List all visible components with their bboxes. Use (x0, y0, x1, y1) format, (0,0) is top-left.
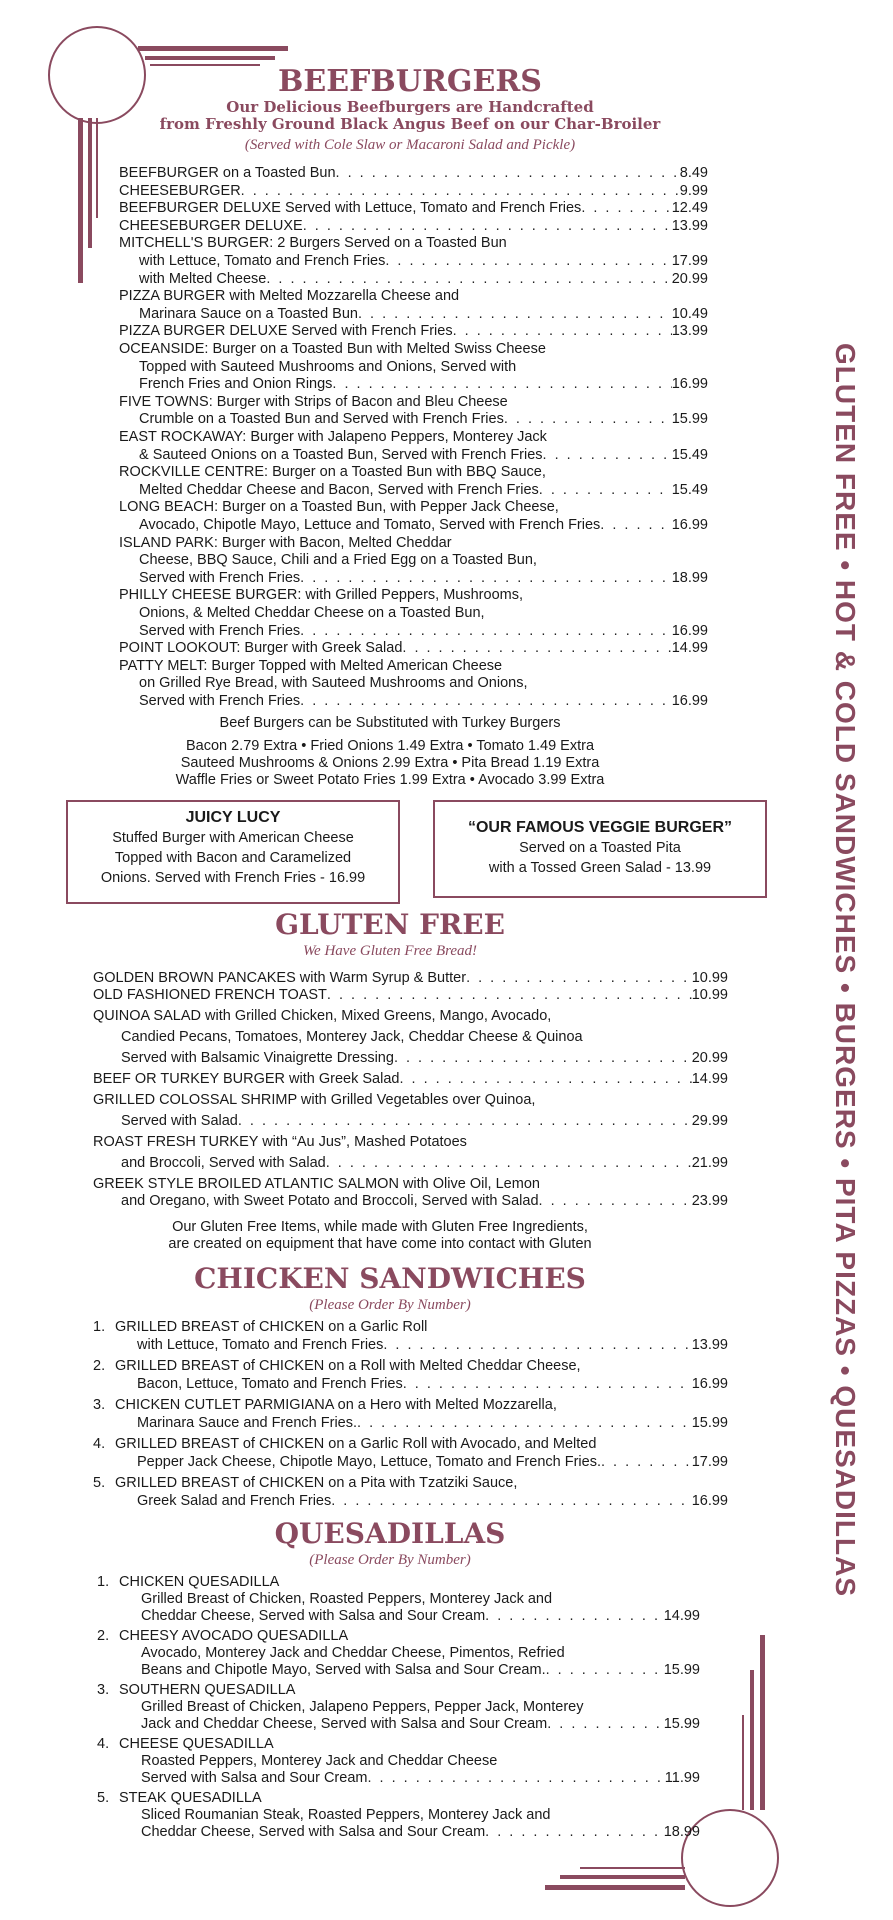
menu-item-row (97, 1574, 700, 1591)
item-description: FIVE TOWNS: Burger with Strips of Bacon and Bleu Cheese (119, 393, 508, 410)
menu-item-row (141, 1770, 700, 1787)
item-description: CHEESEBURGER (119, 182, 241, 199)
item-description: OCEANSIDE: Burger on a Toasted Bun with Melted Swiss Cheese (119, 341, 546, 357)
item-description: GRILLED BREAST of CHICKEN on a Garlic Roll (115, 1319, 428, 1335)
gluten-warning-line-2: are created on equipment that have come into contact with Gluten (168, 1236, 592, 1252)
turkey-substitute-note: Beef Burgers can be Substituted with Turkey Burgers (219, 715, 561, 731)
item-number: 5. (97, 1790, 110, 1806)
item-price: 21.99 (691, 1155, 728, 1171)
item-description: SOUTHERN QUESADILLA (119, 1682, 296, 1698)
menu-item-row (139, 552, 708, 569)
item-description: on Grilled Rye Bread, with Sauteed Mushrooms and Onions, (139, 675, 528, 692)
item-description: Sliced Roumanian Steak, Roasted Peppers, Monterey Jack and (141, 1807, 551, 1823)
dot-leader (367, 1770, 664, 1787)
item-description: CHICKEN QUESADILLA (119, 1574, 280, 1590)
item-description: EAST ROCKAWAY: Burger with Jalapeno Peppers, Monterey Jack (119, 429, 547, 445)
item-description: Bacon, Lettuce, Tomato and French Fries (137, 1376, 403, 1392)
item-description: Topped with Sauteed Mushrooms and Onions, Served with (139, 358, 517, 375)
menu-item-row (93, 987, 728, 1004)
item-description: LONG BEACH: Burger on a Toasted Bun, with Pepper Jack Cheese, (119, 499, 559, 516)
menu-item-row (119, 535, 708, 552)
dot-leader (399, 1071, 691, 1088)
item-price: 20.99 (691, 1050, 728, 1066)
menu-item-row (119, 464, 708, 481)
menu-item-row (141, 1753, 700, 1770)
item-description: Marinara Sauce on a Toasted Bun (139, 305, 358, 322)
quesadillas-subtitle: (Please Order By Number) (309, 1552, 471, 1568)
dot-leader (300, 570, 672, 587)
dot-leader (539, 1193, 692, 1210)
dot-leader (402, 640, 671, 657)
dot-leader (403, 1376, 692, 1393)
dot-leader (581, 200, 671, 217)
item-number: 4. (97, 1736, 110, 1752)
menu-item-row (97, 1790, 700, 1807)
item-description: ISLAND PARK: Burger with Bacon, Melted Cheddar (119, 534, 452, 551)
item-description: Onions, & Melted Cheddar Cheese on a Toasted Bun, (139, 605, 485, 621)
item-description: Jack and Cheddar Cheese, Served with Salsa and Sour Cream (141, 1716, 548, 1732)
dot-leader (358, 306, 672, 323)
gluten-free-title: GLUTEN FREE (275, 908, 505, 941)
chicken-sandwiches-subtitle: (Please Order By Number) (309, 1297, 471, 1313)
menu-item-row (93, 1358, 728, 1375)
item-description: PHILLY CHEESE BURGER: with Grilled Peppers, Mushrooms, (119, 587, 523, 604)
item-description: Served with Salad (121, 1113, 238, 1129)
item-description: Avocado, Monterey Jack and Cheddar Cheese, Pimentos, Refried (141, 1645, 565, 1661)
menu-item-row (119, 165, 708, 182)
menu-item-row (119, 658, 708, 675)
item-price: 16.99 (671, 693, 708, 709)
item-price: 13.99 (671, 217, 708, 234)
dot-leader (466, 970, 692, 987)
item-description: GRILLED BREAST of CHICKEN on a Roll with Melted Cheddar Cheese, (115, 1358, 581, 1374)
item-description: GRILLED COLOSSAL SHRIMP with Grilled Vegetables over Quinoa, (93, 1092, 536, 1108)
item-price: 16.99 (691, 1376, 728, 1392)
item-description: STEAK QUESADILLA (119, 1790, 262, 1806)
item-description: MITCHELL'S BURGER: 2 Burgers Served on a Toasted Bun (119, 235, 507, 252)
item-description: Crumble on a Toasted Bun and Served with French Fries (139, 411, 504, 428)
item-price: 10.99 (691, 970, 728, 986)
menu-item-row (139, 693, 708, 710)
juicy-lucy-line: Topped with Bacon and Caramelized (114, 850, 352, 866)
extras-line-1: Bacon 2.79 Extra • Fried Onions 1.49 Extra • Tomato 1.49 Extra (185, 738, 595, 754)
item-description: Served with French Fries (139, 693, 301, 709)
item-price: 16.99 (671, 517, 708, 533)
menu-item-row (119, 429, 708, 446)
item-number: 2. (93, 1358, 106, 1374)
beefburgers-subtitle-2: from Freshly Ground Black Angus Beef on our Char-Broiler (159, 115, 661, 133)
item-price: 13.99 (691, 1337, 728, 1353)
item-price: 14.99 (671, 640, 708, 657)
item-price: 17.99 (691, 1454, 728, 1470)
extras-line-2: Sauteed Mushrooms & Onions 2.99 Extra • Pita Bread 1.19 Extra (180, 755, 600, 771)
chicken-sandwiches-title: CHICKEN SANDWICHES (194, 1262, 586, 1295)
item-price: 18.99 (663, 1824, 700, 1840)
menu-item-row (141, 1591, 700, 1608)
menu-item-row (137, 1376, 728, 1393)
menu-item-row (141, 1662, 700, 1679)
beefburgers-title: BEEFBURGERS (278, 64, 542, 99)
dot-leader (326, 1155, 692, 1172)
menu-item-row (121, 1050, 728, 1067)
item-description: Served with French Fries (139, 569, 301, 586)
item-description: Marinara Sauce and French Fries. (137, 1415, 358, 1431)
item-description: and Broccoli, Served with Salad (121, 1155, 326, 1171)
item-price: 23.99 (691, 1193, 728, 1209)
menu-item-row (141, 1699, 700, 1716)
item-description: Candied Pecans, Tomatoes, Monterey Jack, Cheddar Cheese & Quinoa (121, 1029, 583, 1045)
item-description: Roasted Peppers, Monterey Jack and Cheddar Cheese (141, 1753, 498, 1769)
item-price: 15.99 (663, 1662, 700, 1678)
dot-leader (539, 482, 672, 499)
item-description: POINT LOOKOUT: Burger with Greek Salad (119, 640, 403, 657)
dot-leader (485, 1824, 664, 1841)
item-description: BEEFBURGER on a Toasted Bun (119, 165, 336, 181)
item-description: Greek Salad and French Fries (137, 1493, 332, 1509)
menu-item-row (141, 1608, 700, 1625)
menu-item-row (97, 1628, 700, 1645)
item-price: 13.99 (671, 323, 708, 340)
menu-item-row (141, 1824, 700, 1841)
item-number: 2. (97, 1628, 110, 1644)
menu-item-row (93, 1134, 728, 1151)
menu-item-row (137, 1415, 728, 1432)
menu-item-row (139, 570, 708, 587)
item-description: PATTY MELT: Burger Topped with Melted American Cheese (119, 657, 503, 674)
menu-item-row (139, 623, 708, 640)
item-description: PIZZA BURGER with Melted Mozzarella Cheese and (119, 288, 460, 305)
menu-item-row (119, 394, 708, 411)
item-price: 16.99 (691, 1493, 728, 1509)
item-description: Grilled Breast of Chicken, Roasted Peppers, Monterey Jack and (141, 1591, 553, 1607)
item-price: 15.49 (671, 446, 708, 463)
menu-item-row (93, 970, 728, 987)
dot-leader (266, 271, 671, 288)
veggie-burger-line: Served on a Toasted Pita (519, 840, 681, 856)
item-description: French Fries and Onion Rings (139, 376, 333, 393)
item-description: Pepper Jack Cheese, Chipotle Mayo, Lettuce, Tomato and French Fries. (137, 1454, 601, 1470)
menu-item-row (137, 1454, 728, 1471)
menu-item-row (93, 1176, 728, 1193)
item-description: BEEFBURGER DELUXE Served with Lettuce, Tomato and French Fries (119, 200, 582, 217)
item-price: 15.99 (663, 1716, 700, 1732)
quesadillas-title: QUESADILLAS (274, 1517, 506, 1550)
menu-item-row (137, 1493, 728, 1510)
item-number: 5. (93, 1475, 106, 1491)
menu-item-row (119, 323, 708, 340)
veggie-burger-box (433, 800, 767, 898)
menu-item-row (119, 587, 708, 604)
item-description: Beans and Chipotle Mayo, Served with Salsa and Sour Cream. (141, 1662, 546, 1678)
item-description: CHEESEBURGER DELUXE (119, 217, 303, 234)
item-description: Cheese, BBQ Sauce, Chili and a Fried Egg on a Toasted Bun, (139, 552, 537, 569)
dot-leader (357, 1415, 692, 1432)
menu-item-row (139, 447, 708, 464)
menu-item-row (139, 376, 708, 393)
item-description: with Melted Cheese (139, 270, 267, 287)
dot-leader (601, 1454, 692, 1471)
juicy-lucy-title: JUICY LUCY (185, 809, 281, 826)
item-number: 3. (97, 1682, 110, 1698)
item-description: Melted Cheddar Cheese and Bacon, Served with French Fries (139, 481, 539, 498)
gluten-warning-line-1: Our Gluten Free Items, while made with Gluten Free Ingredients, (172, 1219, 588, 1235)
dot-leader (300, 623, 672, 640)
juicy-lucy-line: Onions. Served with French Fries - 16.99 (100, 870, 366, 886)
dot-leader (453, 323, 672, 340)
item-description: QUINOA SALAD with Grilled Chicken, Mixed Greens, Mango, Avocado, (93, 1008, 552, 1024)
item-description: OLD FASHIONED FRENCH TOAST (93, 987, 327, 1003)
item-price: 8.49 (679, 165, 708, 181)
item-price: 10.49 (671, 305, 708, 322)
item-price: 20.99 (671, 270, 708, 287)
dot-leader (238, 1113, 692, 1130)
item-description: ROCKVILLE CENTRE: Burger on a Toasted Bun with BBQ Sauce, (119, 464, 546, 481)
item-price: 11.99 (664, 1770, 700, 1786)
item-description: PIZZA BURGER DELUXE Served with French Fries (119, 323, 453, 340)
item-description: Avocado, Chipotle Mayo, Lettuce and Tomato, Served with French Fries (139, 517, 601, 533)
menu-item-row (119, 235, 708, 252)
item-number: 1. (97, 1574, 110, 1590)
menu-item-row (119, 341, 708, 358)
menu-item-row (137, 1337, 728, 1354)
dot-leader (600, 517, 671, 534)
menu-item-row (139, 253, 708, 270)
dot-leader (303, 218, 672, 235)
item-price: 16.99 (671, 622, 708, 639)
menu-item-row (93, 1092, 728, 1109)
menu-item-row (141, 1645, 700, 1662)
menu-item-row (139, 271, 708, 288)
item-description: GREEK STYLE BROILED ATLANTIC SALMON with Olive Oil, Lemon (93, 1176, 540, 1192)
menu-item-row (139, 482, 708, 499)
item-price: 16.99 (671, 376, 708, 393)
item-description: Cheddar Cheese, Served with Salsa and Sour Cream (141, 1608, 486, 1624)
veggie-burger-title: “OUR FAMOUS VEGGIE BURGER” (467, 819, 733, 836)
menu-item-row (119, 288, 708, 305)
veggie-burger-line: with a Tossed Green Salad - 13.99 (488, 860, 712, 876)
item-description: with Lettuce, Tomato and French Fries (139, 253, 386, 269)
beefburgers-subtitle-1: Our Delicious Beefburgers are Handcrafted (226, 98, 594, 116)
item-description: CHEESE QUESADILLA (119, 1736, 274, 1752)
vertical-category-banner (825, 315, 865, 1625)
gluten-free-subtitle: We Have Gluten Free Bread! (302, 943, 478, 959)
menu-item-row (139, 306, 708, 323)
dot-leader (300, 693, 672, 710)
item-description: ROAST FRESH TURKEY with “Au Jus”, Mashed Potatoes (93, 1134, 467, 1150)
dot-leader (332, 376, 671, 393)
item-price: 10.99 (691, 987, 728, 1003)
menu-item-row (93, 1436, 728, 1453)
menu-item-row (93, 1071, 728, 1088)
item-price: 15.99 (691, 1415, 728, 1431)
item-description: GOLDEN BROWN PANCAKES with Warm Syrup & Butter (93, 970, 467, 986)
item-number: 1. (93, 1319, 106, 1335)
item-price: 17.99 (671, 253, 708, 269)
item-price: 9.99 (679, 182, 708, 199)
item-price: 29.99 (691, 1113, 728, 1129)
item-price: 14.99 (691, 1071, 728, 1087)
dot-leader (485, 1608, 664, 1625)
item-description: BEEF OR TURKEY BURGER with Greek Salad (93, 1071, 400, 1087)
item-price: 12.49 (671, 200, 708, 217)
item-description: Served with Balsamic Vinaigrette Dressing (121, 1050, 394, 1066)
menu-item-row (139, 411, 708, 428)
item-description: Grilled Breast of Chicken, Jalapeno Peppers, Pepper Jack, Monterey (141, 1699, 584, 1715)
menu-item-row (121, 1155, 728, 1172)
menu-item-row (121, 1113, 728, 1130)
dot-leader (546, 1662, 664, 1679)
dot-leader (383, 1337, 691, 1354)
category-banner-text: GLUTEN FREE • HOT & COLD SANDWICHES • BURGERS • PITA PIZZAS • QUESADILLAS (830, 342, 861, 1598)
item-number: 4. (93, 1436, 106, 1452)
juicy-lucy-line: Stuffed Burger with American Cheese (112, 830, 354, 846)
item-number: 3. (93, 1397, 106, 1413)
beefburgers-served-note: (Served with Cole Slaw or Macaroni Salad and Pickle) (244, 137, 576, 153)
item-description: GRILLED BREAST of CHICKEN on a Garlic Roll with Avocado, and Melted (115, 1436, 597, 1452)
item-description: & Sauteed Onions on a Toasted Bun, Served with French Fries (139, 446, 543, 463)
dot-leader (241, 183, 680, 200)
dot-leader (394, 1050, 692, 1067)
menu-item-row (141, 1716, 700, 1733)
extras-line-3: Waffle Fries or Sweet Potato Fries 1.99 Extra • Avocado 3.99 Extra (175, 772, 605, 788)
menu-item-row (119, 183, 708, 200)
menu-item-row (119, 640, 708, 657)
item-description: Served with French Fries (139, 622, 301, 639)
item-description: with Lettuce, Tomato and French Fries (137, 1337, 384, 1353)
juicy-lucy-box (66, 800, 400, 904)
menu-item-row (93, 1397, 728, 1414)
item-price: 15.49 (671, 481, 708, 498)
menu-item-row (141, 1807, 700, 1824)
menu-item-row (119, 499, 708, 516)
menu-item-row (97, 1682, 700, 1699)
menu-item-row (139, 675, 708, 692)
dot-leader (327, 987, 692, 1004)
item-description: Served with Salsa and Sour Cream (141, 1770, 368, 1786)
dot-leader (543, 447, 672, 464)
dot-leader (385, 253, 671, 270)
item-description: GRILLED BREAST of CHICKEN on a Pita with Tzatziki Sauce, (115, 1475, 518, 1491)
menu-item-row (139, 517, 708, 534)
dot-leader (336, 165, 680, 182)
item-price: 15.99 (671, 411, 708, 428)
menu-item-row (97, 1736, 700, 1753)
item-description: CHEESY AVOCADO QUESADILLA (119, 1628, 349, 1644)
menu-item-row (93, 1475, 728, 1492)
menu-item-row (119, 218, 708, 235)
item-description: CHICKEN CUTLET PARMIGIANA on a Hero with Melted Mozzarella, (115, 1397, 557, 1413)
dot-leader (504, 411, 672, 428)
menu-item-row (139, 605, 708, 622)
item-price: 14.99 (663, 1608, 700, 1624)
dot-leader (547, 1716, 663, 1733)
menu-item-row (121, 1193, 728, 1210)
menu-item-row (139, 359, 708, 376)
menu-item-row (93, 1319, 728, 1336)
menu-item-row (93, 1008, 728, 1025)
dot-leader (331, 1493, 691, 1510)
menu-item-row (121, 1029, 728, 1046)
item-description: and Oregano, with Sweet Potato and Broccoli, Served with Salad (121, 1193, 539, 1209)
item-description: Cheddar Cheese, Served with Salsa and Sour Cream (141, 1824, 486, 1840)
item-price: 18.99 (671, 569, 708, 586)
menu-item-row (119, 200, 708, 217)
